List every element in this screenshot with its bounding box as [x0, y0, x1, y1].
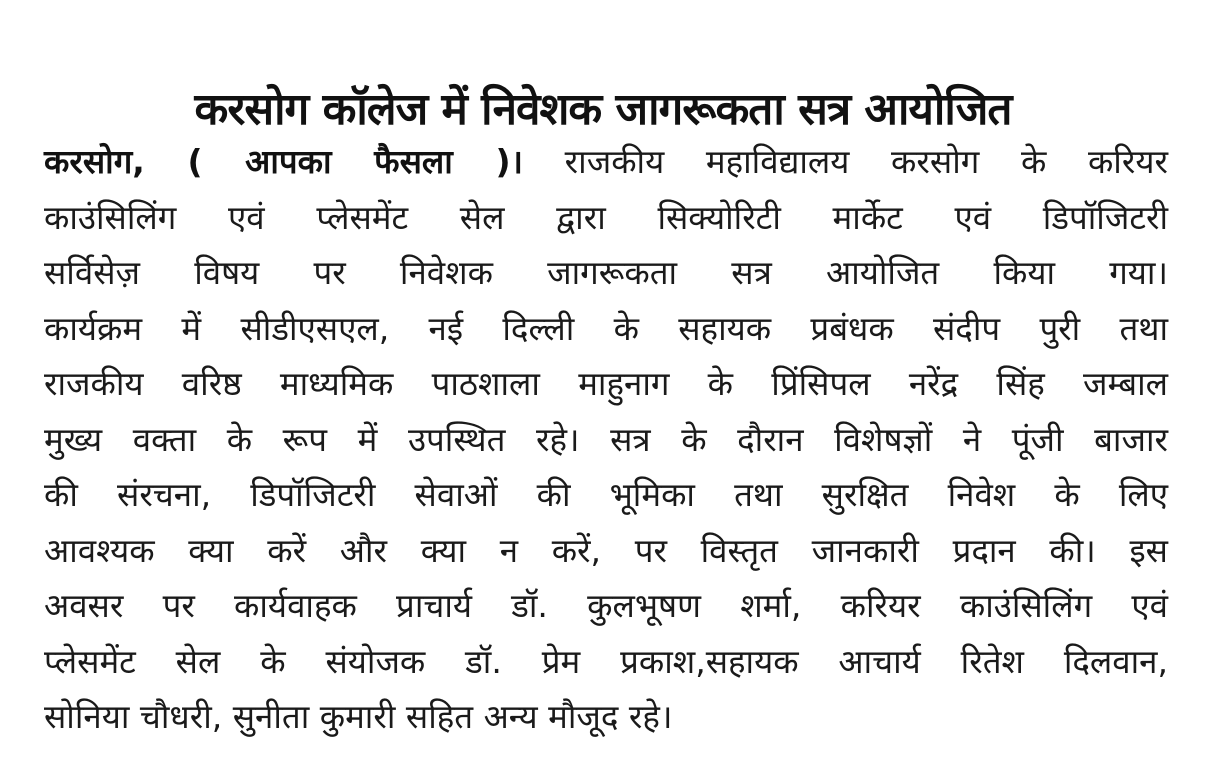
body-line-7: की संरचना, डिपॉजिटरी सेवाओं की भूमिका तथा सुरक्षित निवेश के लिए [44, 475, 1168, 514]
body-line-3: सर्विसेज़ विषय पर निवेशक जागरूकता सत्र आयोजित किया गया। [44, 253, 1168, 292]
body-line-1-text: राजकीय महाविद्यालय करसोग के करियर [523, 142, 1168, 181]
body-line-11: सोनिया चौधरी, सुनीता कुमारी सहित अन्य मौजूद रहे। [44, 697, 673, 736]
body-line-10: प्लेसमेंट सेल के संयोजक डॉ. प्रेम प्रकाश,सहायक आचार्य रितेश दिलवान, [44, 641, 1168, 681]
body-line-5: राजकीय वरिष्ठ माध्यमिक पाठशाला माहुनाग के प्रिंसिपल नरेंद्र सिंह जम्बाल [44, 364, 1168, 403]
body-line-6: मुख्य वक्ता के रूप में उपस्थित रहे। सत्र के दौरान विशेषज्ञों ने पूंजी बाजार [44, 419, 1168, 459]
body-line-1 [44, 134, 1168, 190]
body-line-8: आवश्यक क्या करें और क्या न करें, पर विस्तृत जानकारी प्रदान की। इस [44, 530, 1168, 570]
dateline: करसोग, ( आपका फैसला )। [44, 142, 524, 181]
body-line-4: कार्यक्रम में सीडीएसएल, नई दिल्ली के सहायक प्रबंधक संदीप पुरी तथा [44, 308, 1168, 348]
article-body [44, 134, 1168, 745]
headline: करसोग कॉलेज में निवेशक जागरूकता सत्र आयोजित [194, 84, 1012, 136]
body-line-2: काउंसिलिंग एवं प्लेसमेंट सेल द्वारा सिक्योरिटी मार्केट एवं डिपॉजिटरी [44, 197, 1168, 237]
body-line-9: अवसर पर कार्यवाहक प्राचार्य डॉ. कुलभूषण शर्मा, करियर काउंसिलिंग एवं [44, 586, 1168, 625]
